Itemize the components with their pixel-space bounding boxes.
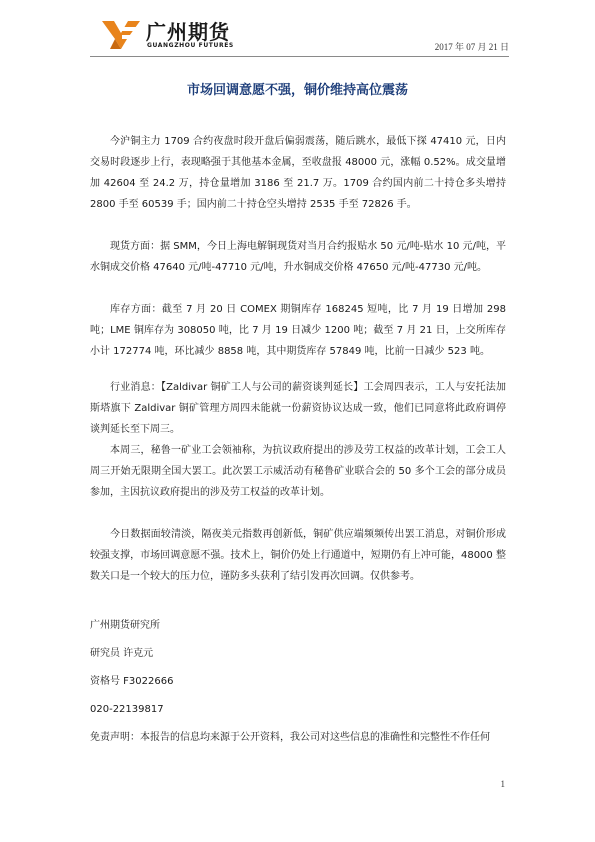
signature-researcher: 研究员 许克元 [90, 648, 154, 659]
paragraph-outlook: 今日数据面较清淡，隔夜美元指数再创新低，铜矿供应端频频传出罢工消息，对铜价形成较强支撑，市场回调意愿不强。技术上，铜价仍处上行通道中，短期仍有上冲可能，48000 整数关口是一个较大的压力位，谨防多头获利了结引发再次回调。仅供参考。 [90, 529, 506, 582]
report-body [90, 131, 506, 748]
disclaimer-text: 免责声明：本报告的信息均来源于公开资料，我公司对这些信息的准确性和完整性不作任何 [90, 732, 490, 743]
report-date: 2017 年 07 月 21 日 [434, 42, 509, 52]
company-logo [100, 15, 240, 55]
paragraph-industry-news: 行业消息：【Zaldivar 铜矿工人与公司的薪资谈判延长】工会周四表示，工人与安托法加斯塔旗下 Zaldivar 铜矿管理方周四未能就一份薪资协议达成一致，他们已同意将此政府调停谈判延长至下周三。 [90, 382, 506, 435]
paragraph-market-summary: 今沪铜主力 1709 合约夜盘时段开盘后偏弱震荡，随后跳水，最低下探 47410 元，日内交易时段逐步上行，表现略强于其他基本金属，至收盘报 48000 元，涨幅 0.52%。成交量增加 42604 至 24.2 万，持仓量增加 3186 至 21.7 万。1709 合约国内前二十持仓多头增持 2800 手至 60539 手；国内前二十持仓空头增持 2535 手至 72826 手。 [90, 136, 506, 210]
signature-phone: 020-22139817 [90, 704, 164, 715]
paragraph-strike-news: 本周三，秘鲁一矿业工会领袖称，为抗议政府提出的涉及劳工权益的改革计划，工会工人周三开始无限期全国大罢工。此次罢工示威活动有秘鲁矿业联合会的 50 多个工会的部分成员参加，主因抗议政府提出的涉及劳工权益的改革计划。 [90, 445, 506, 498]
signature-org: 广州期货研究所 [90, 620, 160, 631]
header-divider [90, 56, 509, 57]
logo-english-name: GUANGZHOU FUTURES [147, 42, 234, 49]
logo-chinese-name: 广州期货 [146, 20, 230, 44]
report-title: 市场回调意愿不强，铜价维持高位震荡 [186, 83, 408, 98]
paragraph-spot: 现货方面：据 SMM，今日上海电解铜现货对当月合约报贴水 50 元/吨-贴水 10 元/吨，平水铜成交价格 47640 元/吨-47710 元/吨，升水铜成交价格 47650 元/吨-47730 元/吨。 [90, 241, 506, 273]
guangzhou-futures-logo-icon [100, 15, 142, 55]
paragraph-inventory: 库存方面：截至 7 月 20 日 COMEX 期铜库存 168245 短吨，比 7 月 19 日增加 298 吨；LME 铜库存为 308050 吨，比 7 月 19 日减少 1200 吨；截至 7 月 21 日，上交所库存小计 172774 吨，环比减少 8858 吨，其中期货库存 57849 吨，比前一日减少 523 吨。 [90, 304, 506, 357]
page-number: 1 [500, 779, 505, 789]
signature-license: 资格号 F3022666 [90, 676, 174, 687]
